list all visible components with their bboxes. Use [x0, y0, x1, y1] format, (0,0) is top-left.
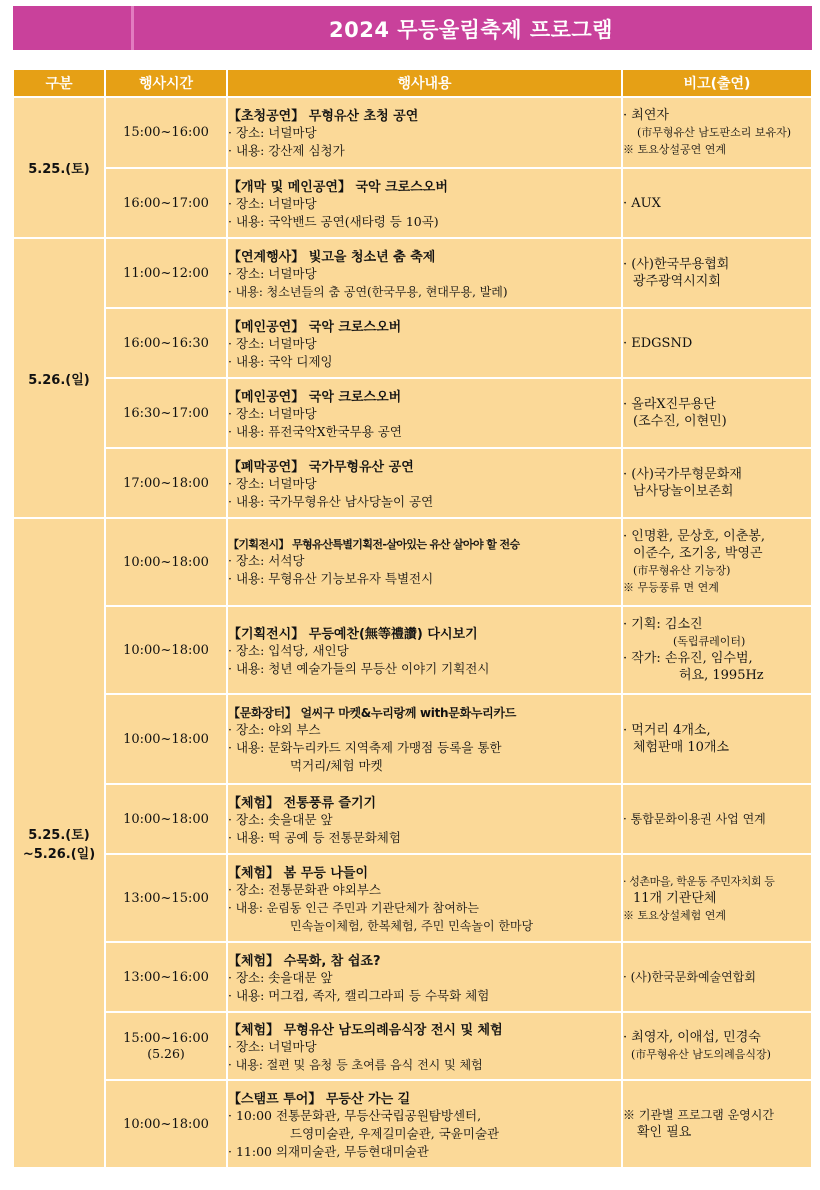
note-line: · 최영자, 이애섭, 민경숙 — [623, 1030, 761, 1045]
time-cell — [105, 308, 227, 378]
event-detail: · 장소: 너덜마당 — [228, 405, 317, 421]
event-detail: 민속놀이체험, 한복체험, 주민 민속놀이 한마당 — [290, 918, 534, 933]
content-cell — [227, 168, 622, 238]
time-label: 10:00~18:00 — [123, 811, 209, 827]
event-detail: · 내용: 강산제 심청가 — [228, 143, 345, 158]
event-title: 【스탬프 투어】 무등산 가는 길 — [228, 1091, 411, 1107]
event-title: 【메인공연】 국악 크로스오버 — [228, 319, 402, 335]
note-line: · 최연자 — [623, 108, 669, 123]
event-title: 【기획전시】 무등예찬(無等禮讚) 다시보기 — [228, 626, 478, 642]
note-line: 허요, 1995Hz — [679, 668, 764, 683]
event-title: 【폐막공연】 국가무형유산 공연 — [228, 459, 414, 475]
time-label: 10:00~18:00 — [123, 1116, 209, 1132]
time-cell — [105, 448, 227, 518]
note-line: (조수진, 이현민) — [633, 414, 727, 429]
note-line: · (사)한국문화예술연합회 — [623, 969, 756, 984]
time-cell — [105, 606, 227, 694]
table-row — [13, 854, 812, 942]
note-cell — [622, 378, 812, 448]
content-cell — [227, 378, 622, 448]
program-table — [12, 68, 813, 1169]
time-label: 15:00~16:00 — [123, 125, 209, 140]
time-cell — [105, 784, 227, 854]
event-title: 【문화장터】 얼씨구 마켓&누리랑께 with문화누리카드 — [228, 705, 517, 720]
note-line: · 먹거리 4개소, — [623, 723, 711, 738]
note-line: ※ 토요상설체험 연계 — [623, 908, 727, 922]
event-detail: · 장소: 너덜마당 — [228, 125, 317, 140]
note-line: (市무형유산 기능장) — [633, 564, 731, 577]
event-detail: · 내용: 무형유산 기능보유자 특별전시 — [228, 571, 434, 586]
note-line: · 올라X진무용단 — [623, 397, 716, 412]
time-cell — [105, 238, 227, 308]
time-cell — [105, 378, 227, 448]
note-line: (독립큐레이터) — [673, 635, 746, 648]
note-line: 광주광역시지회 — [633, 274, 721, 289]
event-detail: · 내용: 운림동 인근 주민과 기관단체가 참여하는 — [228, 900, 479, 915]
note-line: ※ 무등풍류 면 연계 — [623, 581, 719, 594]
time-cell — [105, 1080, 227, 1168]
event-title: 【체험】 봄 무등 나들이 — [228, 865, 369, 881]
event-detail: · 내용: 청소년들의 춤 공연(한국무용, 현대무용, 발레) — [228, 284, 508, 299]
event-detail: · 장소: 너덜마당 — [228, 1038, 317, 1054]
content-cell — [227, 518, 622, 606]
note-cell — [622, 238, 812, 308]
table-row — [13, 694, 812, 784]
table-row — [13, 378, 812, 448]
date-label: 5.26.(일) — [28, 372, 90, 388]
table-row — [13, 784, 812, 854]
note-cell — [622, 854, 812, 942]
time-cell — [105, 1012, 227, 1080]
note-line: · AUX — [623, 195, 661, 211]
note-line: · (사)국가무형문화재 — [623, 467, 742, 482]
content-cell — [227, 784, 622, 854]
event-detail: · 장소: 솟을대문 앞 — [228, 811, 333, 827]
date-cell — [13, 518, 105, 1168]
table-row — [13, 168, 812, 238]
note-line: (市무형유산 남도판소리 보유자) — [637, 126, 792, 139]
time-cell — [105, 97, 227, 168]
date-label: ~5.26.(일) — [22, 847, 96, 862]
event-detail: · 장소: 솟을대문 앞 — [228, 969, 333, 985]
note-line: · (사)한국무용협회 — [623, 257, 730, 272]
time-cell — [105, 694, 227, 784]
note-line: (市무형유산 남도의례음식장) — [631, 1048, 771, 1061]
table-row — [13, 1012, 812, 1080]
time-label: 16:00~16:30 — [123, 335, 209, 351]
table-row — [13, 97, 812, 168]
header-category: 구분 — [13, 69, 105, 97]
content-cell — [227, 942, 622, 1012]
note-cell — [622, 518, 812, 606]
event-detail: · 장소: 너덜마당 — [228, 195, 317, 211]
time-label: 15:00~16:00 — [123, 1031, 209, 1046]
table-row — [13, 448, 812, 518]
note-line: ※ 기관별 프로그램 운영시간 — [623, 1108, 774, 1122]
time-label: 13:00~16:00 — [123, 969, 209, 985]
time-label: 10:00~18:00 — [123, 731, 209, 747]
event-detail: · 내용: 절편 및 음청 등 초여름 음식 전시 및 체험 — [228, 1057, 483, 1072]
time-label: 10:00~18:00 — [123, 554, 209, 570]
table-row — [13, 308, 812, 378]
event-detail: · 내용: 떡 공예 등 전통문화체험 — [228, 829, 401, 845]
time-cell — [105, 518, 227, 606]
event-title: 【연계행사】 빛고을 청소년 춤 축제 — [228, 249, 436, 265]
content-cell — [227, 238, 622, 308]
content-cell — [227, 854, 622, 942]
content-cell — [227, 448, 622, 518]
note-line: ※ 토요상설공연 연계 — [623, 143, 727, 156]
note-line: · 통합문화이용권 사업 연계 — [623, 811, 766, 826]
event-detail: · 내용: 국가무형유산 남사당놀이 공연 — [228, 493, 434, 509]
event-detail: · 장소: 너덜마당 — [228, 335, 317, 351]
table-row — [13, 238, 812, 308]
time-cell — [105, 168, 227, 238]
date-cell — [13, 238, 105, 518]
event-detail: · 장소: 입석당, 새인당 — [228, 642, 349, 658]
note-line: 11개 기관단체 — [633, 890, 717, 906]
table-row — [13, 606, 812, 694]
content-cell — [227, 1012, 622, 1080]
header-row — [13, 69, 812, 97]
note-line: 남사당놀이보존회 — [633, 484, 734, 499]
time-cell — [105, 854, 227, 942]
note-cell — [622, 694, 812, 784]
note-line: 확인 필요 — [637, 1125, 692, 1140]
title-banner — [13, 6, 812, 50]
event-title: 【체험】 전통풍류 즐기기 — [228, 795, 377, 811]
event-detail: · 장소: 너덜마당 — [228, 265, 317, 281]
event-title: 【체험】 수묵화, 참 쉽죠? — [228, 953, 381, 969]
event-detail: · 11:00 의재미술관, 무등현대미술관 — [228, 1143, 429, 1159]
note-line: · 작가: 손유진, 임수범, — [623, 651, 753, 666]
content-cell — [227, 694, 622, 784]
event-detail: · 내용: 퓨전국악X한국무용 공연 — [228, 423, 402, 439]
note-cell — [622, 784, 812, 854]
event-detail: · 장소: 서석당 — [228, 553, 305, 568]
date-label: 5.25.(토) — [28, 828, 90, 843]
note-cell — [622, 308, 812, 378]
note-line: · 인명환, 문상호, 이춘봉, — [623, 529, 765, 544]
content-cell — [227, 97, 622, 168]
header-content: 행사내용 — [227, 69, 622, 97]
event-detail: · 장소: 전통문화관 야외부스 — [228, 881, 381, 897]
table-row — [13, 518, 812, 606]
title-banner-inner — [131, 6, 808, 50]
note-line: · 성촌마을, 학운동 주민자치회 등 — [623, 874, 775, 888]
event-title: 【체험】 무형유산 남도의례음식장 전시 및 체험 — [228, 1022, 503, 1038]
note-cell — [622, 942, 812, 1012]
content-cell — [227, 308, 622, 378]
note-line: · EDGSND — [623, 335, 693, 351]
header-note: 비고(출연) — [622, 69, 812, 97]
event-detail: · 장소: 너덜마당 — [228, 475, 317, 491]
event-detail: · 내용: 문화누리카드 지역축제 가맹점 등록을 통한 — [228, 739, 502, 755]
note-cell — [622, 168, 812, 238]
time-label: 11:00~12:00 — [123, 265, 209, 281]
time-cell — [105, 942, 227, 1012]
note-line: 체험판매 10개소 — [633, 740, 730, 755]
event-detail: · 장소: 야외 부스 — [228, 721, 321, 737]
note-line: 이준수, 조기웅, 박영곤 — [633, 546, 763, 561]
event-detail: 먹거리/체험 마켓 — [290, 757, 383, 773]
table-row — [13, 942, 812, 1012]
event-detail: · 내용: 국악 디제잉 — [228, 353, 333, 369]
event-detail: 드영미술관, 우제길미술관, 국윤미술관 — [290, 1125, 500, 1141]
content-cell — [227, 1080, 622, 1168]
time-label: 16:30~17:00 — [123, 405, 209, 421]
event-title: 【초청공연】 무형유산 초청 공연 — [228, 109, 419, 124]
time-label: 10:00~18:00 — [123, 642, 209, 658]
event-detail: · 내용: 머그컵, 족자, 캘리그라피 등 수묵화 체험 — [228, 987, 490, 1003]
note-cell — [622, 97, 812, 168]
time-label: 17:00~18:00 — [123, 475, 209, 491]
time-label: 13:00~15:00 — [123, 890, 209, 906]
date-label: 5.25.(토) — [28, 162, 90, 177]
note-cell — [622, 1080, 812, 1168]
note-line: · 기획: 김소진 — [623, 617, 703, 632]
event-detail: · 내용: 국악밴드 공연(새타령 등 10곡) — [228, 213, 439, 229]
date-cell — [13, 97, 105, 238]
table-row — [13, 1080, 812, 1168]
note-cell — [622, 606, 812, 694]
event-title: 【기획전시】 무형유산특별기획전-살아있는 유산 살아야 할 전승 — [228, 538, 520, 551]
header-time: 행사시간 — [105, 69, 227, 97]
time-sublabel: (5.26) — [147, 1046, 185, 1061]
note-cell — [622, 1012, 812, 1080]
content-cell — [227, 606, 622, 694]
time-label: 16:00~17:00 — [123, 195, 209, 211]
event-title: 【개막 및 메인공연】 국악 크로스오버 — [228, 179, 448, 195]
note-cell — [622, 448, 812, 518]
event-detail: · 10:00 전통문화관, 무등산국립공원탐방센터, — [228, 1107, 482, 1123]
event-title: 【메인공연】 국악 크로스오버 — [228, 389, 402, 405]
event-detail: · 내용: 청년 예술가들의 무등산 이야기 기획전시 — [228, 660, 490, 676]
page-title: 2024 무등울림축제 프로그램 — [329, 18, 613, 42]
